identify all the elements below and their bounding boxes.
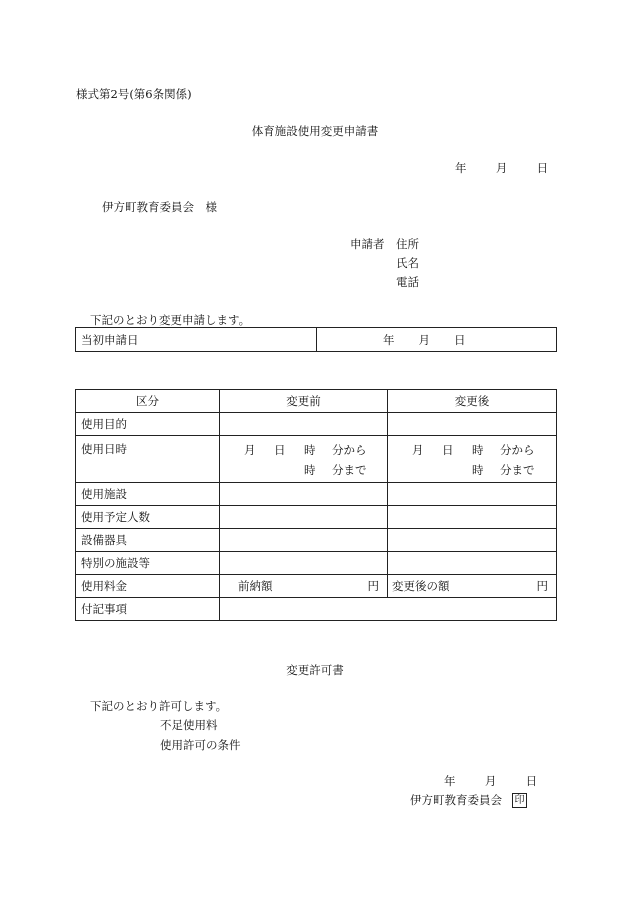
dt-before-hour2: 時 (304, 463, 316, 477)
permit-date (444, 773, 537, 789)
row-label-datetime: 使用日時 (76, 436, 220, 483)
date-month: 月 (495, 161, 508, 175)
applicant-label: 申請者 (350, 237, 385, 251)
dt-before-hour: 時 (304, 443, 316, 457)
dt-after-hour2: 時 (472, 463, 484, 477)
dt-after-day: 日 (442, 443, 454, 457)
cell-equipment-after[interactable] (388, 529, 557, 552)
permit-issuer-name: 伊方町教育委員会 (410, 793, 502, 807)
table-row (76, 552, 557, 575)
fee-before-label: 前納額 (238, 579, 273, 593)
cell-fee-after[interactable] (388, 575, 557, 598)
permit-year: 年 (444, 774, 456, 788)
row-label-special: 特別の施設等 (76, 552, 220, 575)
initial-year: 年 (383, 332, 395, 347)
permit-shortfall-label: 不足使用料 (160, 718, 218, 732)
cell-special-before[interactable] (220, 552, 388, 575)
table-header-row (76, 390, 557, 413)
table-row (76, 598, 557, 621)
cell-people-before[interactable] (220, 506, 388, 529)
table-row (76, 529, 557, 552)
dt-before-month: 月 (244, 443, 256, 457)
applicant-name-label: 氏名 (396, 256, 419, 270)
permit-issuer (410, 792, 527, 808)
cell-facility-after[interactable] (388, 483, 557, 506)
cell-equipment-before[interactable] (220, 529, 388, 552)
row-label-people: 使用予定人数 (76, 506, 220, 529)
header-before: 変更前 (220, 390, 388, 413)
initial-day: 日 (454, 332, 466, 347)
permit-month: 月 (484, 774, 497, 788)
cell-special-after[interactable] (388, 552, 557, 575)
dt-after-to: 分まで (500, 463, 535, 477)
change-table (75, 389, 557, 621)
initial-date-value (317, 328, 557, 352)
date-top (455, 160, 548, 176)
cell-notes[interactable] (220, 598, 557, 621)
cell-purpose-before[interactable] (220, 413, 388, 436)
addressee: 伊方町教育委員会 様 (102, 200, 217, 214)
initial-month: 月 (418, 332, 430, 347)
date-day: 日 (536, 161, 549, 175)
permit-day: 日 (525, 774, 538, 788)
fee-after-label: 変更後の額 (392, 579, 450, 593)
dt-before-to: 分まで (332, 463, 367, 477)
seal-stamp-icon: 印 (512, 793, 527, 808)
table-row (76, 483, 557, 506)
table-row (76, 436, 557, 483)
cell-fee-before[interactable] (220, 575, 388, 598)
dt-after-hour: 時 (472, 443, 484, 457)
row-label-equipment: 設備器具 (76, 529, 220, 552)
dt-before-day: 日 (274, 443, 286, 457)
document-title: 体育施設使用変更申請書 (251, 124, 379, 138)
permit-title: 変更許可書 (286, 663, 344, 677)
applicant-address-label: 住所 (396, 237, 419, 251)
table-row (76, 575, 557, 598)
intro-text: 下記のとおり変更申請します。 (90, 313, 251, 327)
dt-before-from: 分から (332, 443, 367, 457)
table-row (76, 413, 557, 436)
row-label-purpose: 使用目的 (76, 413, 220, 436)
header-category: 区分 (76, 390, 220, 413)
cell-facility-before[interactable] (220, 483, 388, 506)
cell-datetime-after[interactable] (388, 436, 557, 483)
permit-intro: 下記のとおり許可します。 (90, 699, 228, 713)
cell-datetime-before[interactable] (220, 436, 388, 483)
cell-purpose-after[interactable] (388, 413, 557, 436)
dt-after-from: 分から (500, 443, 535, 457)
form-number: 様式第2号(第6条関係) (76, 87, 192, 101)
date-year: 年 (455, 161, 467, 175)
table-row (76, 506, 557, 529)
applicant-phone-label: 電話 (396, 275, 419, 289)
fee-after-yen: 円 (536, 579, 548, 593)
dt-after-month: 月 (412, 443, 424, 457)
permit-conditions-label: 使用許可の条件 (160, 738, 241, 752)
header-after: 変更後 (388, 390, 557, 413)
initial-date-label: 当初申請日 (76, 328, 317, 352)
fee-before-yen: 円 (367, 579, 379, 593)
row-label-notes: 付記事項 (76, 598, 220, 621)
initial-date-table (75, 327, 557, 352)
cell-people-after[interactable] (388, 506, 557, 529)
row-label-fee: 使用料金 (76, 575, 220, 598)
row-label-facility: 使用施設 (76, 483, 220, 506)
